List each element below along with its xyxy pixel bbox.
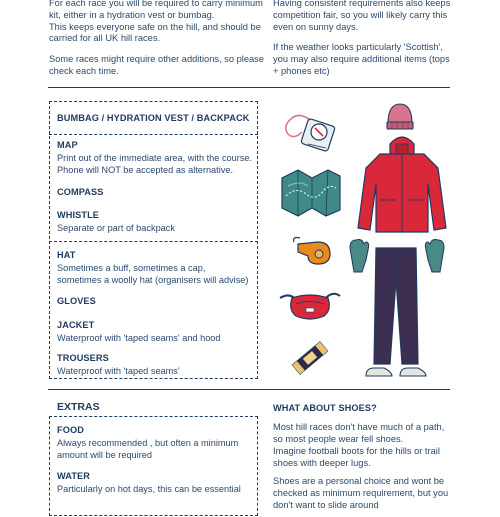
gloves-title: GLOVES (57, 296, 96, 306)
jacket-title: JACKET (57, 320, 95, 330)
energy-bar-icon (288, 336, 332, 380)
map-title: MAP (57, 140, 78, 150)
jacket-desc: Waterproof with 'taped seams' and hood (57, 333, 221, 343)
intro-right-p1: Having consistent requirements also keeps competition fair, so you will likely carry this even on sunny days. (273, 0, 451, 32)
shoes-p2-line3: don't want to slide around (273, 500, 379, 510)
hat-desc-2: sometimes a woolly hat (organisers will advise) (57, 275, 249, 285)
shoes-icon (364, 366, 428, 380)
kit-divider-1 (49, 134, 258, 135)
hat-title: HAT (57, 250, 76, 260)
whistle-title: WHISTLE (57, 210, 100, 220)
woolly-hat-icon (384, 100, 416, 132)
middle-divider (48, 389, 450, 390)
trousers-desc: Waterproof with 'taped seams' (57, 366, 180, 376)
food-desc-2: amount will be required (57, 450, 152, 460)
intro-left-p1b: This keeps everyone safe on the hill, and should be carried for all UK hill races. (49, 21, 261, 44)
intro-right (273, 0, 451, 87)
extras-title: EXTRAS (57, 401, 100, 413)
shoes-text (273, 421, 463, 517)
intro-left-p1: For each race you will be required to carry minimum kit, either in a hydration vest or bumbag. (49, 0, 263, 20)
shoes-p1-line2: so most people wear fell shoes. (273, 434, 404, 444)
shoes-title: WHAT ABOUT SHOES? (273, 403, 377, 413)
food-desc-1: Always recommended , but often a minimum (57, 438, 239, 448)
map-desc-1: Print out of the immediate area, with the course. (57, 153, 253, 163)
trousers-icon (372, 244, 420, 372)
kit-divider-2 (49, 241, 258, 242)
water-title: WATER (57, 471, 90, 481)
bumbag-title: BUMBAG / HYDRATION VEST / BACKPACK (57, 113, 250, 123)
water-desc: Particularly on hot days, this can be essential (57, 484, 241, 494)
intro-left-p2: Some races might require other additions, so please check each time. (49, 54, 264, 76)
shoes-p1-line1: Most hill races don't have much of a path, (273, 422, 445, 432)
hat-desc-1: Sometimes a buff, sometimes a cap, (57, 263, 206, 273)
intro-right-p2: If the weather looks particularly 'Scottish', you may also require additional items (tops + phones etc) (273, 42, 450, 76)
map-icon (278, 166, 344, 218)
trousers-title: TROUSERS (57, 353, 109, 363)
whistle-desc: Separate or part of backpack (57, 223, 175, 233)
compass-icon (280, 108, 340, 158)
shoes-p1-line4: shoes with deeper lugs. (273, 458, 371, 468)
compass-title: COMPASS (57, 187, 104, 197)
intro-left (49, 0, 264, 87)
top-divider (48, 87, 450, 88)
whistle-icon (290, 234, 334, 268)
food-title: FOOD (57, 425, 84, 435)
shoes-p1-line3: Imagine football boots for the hills or trail (273, 446, 440, 456)
map-desc-2: Phone will NOT be accepted as alternative. (57, 165, 234, 175)
shoes-p2-line1: Shoes are a personal choice and wont be (273, 476, 445, 486)
shoes-p2-line2: checked as minimum requirement, but you (273, 488, 449, 498)
bumbag-icon (278, 284, 342, 324)
jacket-icon (356, 132, 448, 238)
